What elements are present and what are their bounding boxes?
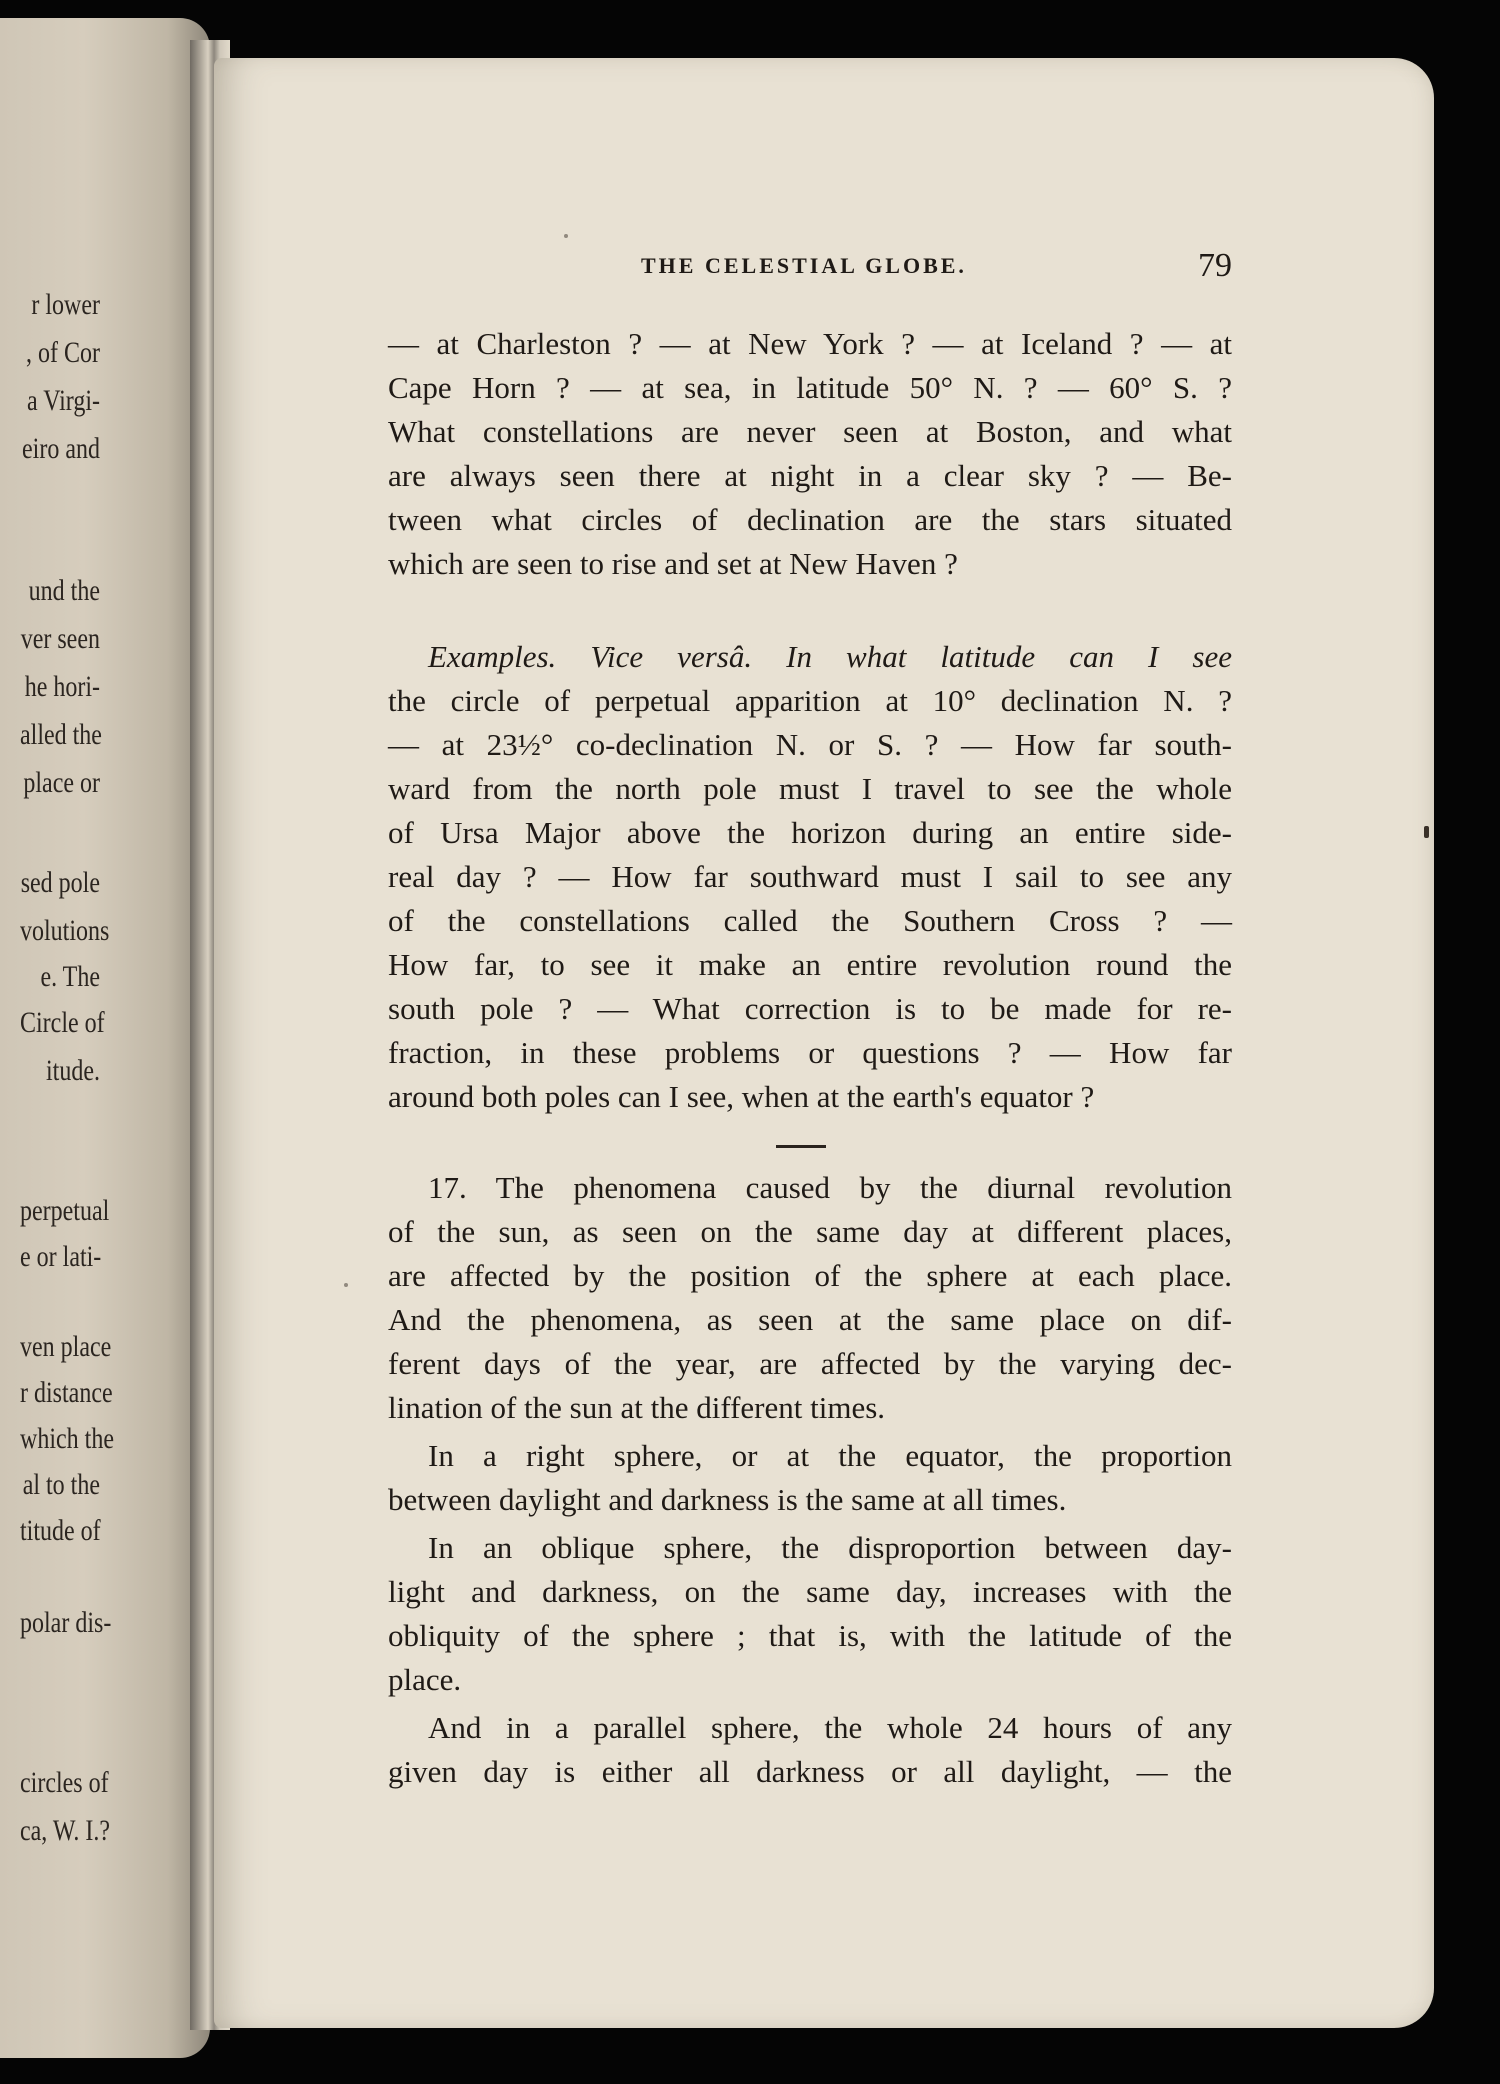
text-line: the circle of perpetual apparition at 10° declination N. ?	[388, 683, 1232, 718]
text-line: How far, to see it make an entire revolution round the	[388, 947, 1232, 982]
text-line: fraction, in these problems or questions ? — How far	[388, 1035, 1232, 1070]
left-page-fragment: al to the	[22, 1468, 100, 1501]
left-page-fragment: ver seen	[20, 622, 101, 655]
left-page-fragment: which the	[20, 1422, 114, 1455]
left-page-fragment: titude of	[20, 1514, 101, 1547]
text-line: ferent days of the year, are affected by the varying dec-	[388, 1346, 1232, 1381]
text-line: What constellations are never seen at Boston, and what	[388, 414, 1232, 449]
text-line: place.	[388, 1662, 462, 1697]
text-line: given day is either all darkness or all daylight, — the	[388, 1754, 1232, 1789]
left-page-fragment: e or lati-	[20, 1240, 102, 1273]
text-line: obliquity of the sphere ; that is, with the latitude of the	[388, 1618, 1232, 1653]
left-page-fragment: eiro and	[22, 432, 100, 465]
text-line: real day ? — How far southward must I sail to see any	[388, 859, 1232, 894]
text-line: And the phenomena, as seen at the same place on dif-	[388, 1302, 1232, 1337]
text-line: of the sun, as seen on the same day at different places,	[388, 1214, 1232, 1249]
left-page-fragment: polar dis-	[20, 1606, 112, 1639]
text-line: light and darkness, on the same day, increases with the	[388, 1574, 1232, 1609]
paper-speck	[1424, 826, 1429, 838]
paper-speck	[344, 1283, 348, 1287]
left-page-fragment: Circle of	[20, 1006, 105, 1039]
text-line: tween what circles of declination are the stars situated	[388, 502, 1232, 537]
left-page-fragment: place or	[23, 766, 100, 799]
text-line: — at 23½° co-declination N. or S. ? — How far south-	[388, 727, 1232, 762]
left-page-fragment: perpetual	[20, 1194, 110, 1227]
left-page-fragment: sed pole	[20, 866, 100, 899]
text-line: lination of the sun at the different times.	[388, 1390, 886, 1425]
left-page-fragment: und the	[28, 574, 100, 607]
text-line: And in a parallel sphere, the whole 24 hours of any	[428, 1710, 1232, 1745]
left-page-fragment: , of Cor	[26, 336, 100, 369]
text-line: between daylight and darkness is the same at all times.	[388, 1482, 1067, 1517]
text-line: south pole ? — What correction is to be made for re-	[388, 991, 1232, 1026]
left-page-fragment: ca, W. I.?	[20, 1814, 110, 1847]
section-divider	[776, 1145, 826, 1148]
examples-heading-line: Examples. Vice versâ. In what latitude can I see	[428, 639, 1232, 674]
running-head-title: THE CELESTIAL GLOBE.	[641, 253, 967, 278]
text-line: ward from the north pole must I travel to see the whole	[388, 771, 1232, 806]
text-line: In an oblique sphere, the disproportion between day-	[428, 1530, 1232, 1565]
left-page-fragment: volutions	[20, 914, 110, 947]
text-line: Cape Horn ? — at sea, in latitude 50° N. ? — 60° S. ?	[388, 370, 1232, 405]
text-line: In a right sphere, or at the equator, the proportion	[428, 1438, 1232, 1473]
text-line: which are seen to rise and set at New Haven ?	[388, 546, 958, 581]
left-page	[0, 18, 210, 2058]
paper-speck	[564, 234, 568, 238]
left-page-fragment: e. The	[40, 960, 100, 993]
running-head	[388, 247, 1232, 297]
text-line: around both poles can I see, when at the earth's equator ?	[388, 1079, 1095, 1114]
text-line: are affected by the position of the sphere at each place.	[388, 1258, 1232, 1293]
left-page-fragment: r distance	[20, 1376, 113, 1409]
text-line: — at Charleston ? — at New York ? — at Iceland ? — at	[388, 326, 1232, 361]
text-line: of Ursa Major above the horizon during an entire side-	[388, 815, 1232, 850]
text-line: of the constellations called the Southern Cross ? —	[388, 903, 1232, 938]
text-line: 17. The phenomena caused by the diurnal revolution	[428, 1170, 1232, 1205]
left-page-fragment: a Virgi-	[27, 384, 100, 417]
left-page-fragment: he hori-	[24, 670, 100, 703]
left-page-fragment: ven place	[20, 1330, 112, 1363]
left-page-fragment: r lower	[31, 288, 100, 321]
left-page-fragment: itude.	[46, 1054, 100, 1087]
left-page-fragment: circles of	[20, 1766, 109, 1799]
page-number: 79	[1198, 247, 1232, 284]
left-page-fragment: alled the	[20, 718, 102, 751]
text-line: are always seen there at night in a clear sky ? — Be-	[388, 458, 1232, 493]
